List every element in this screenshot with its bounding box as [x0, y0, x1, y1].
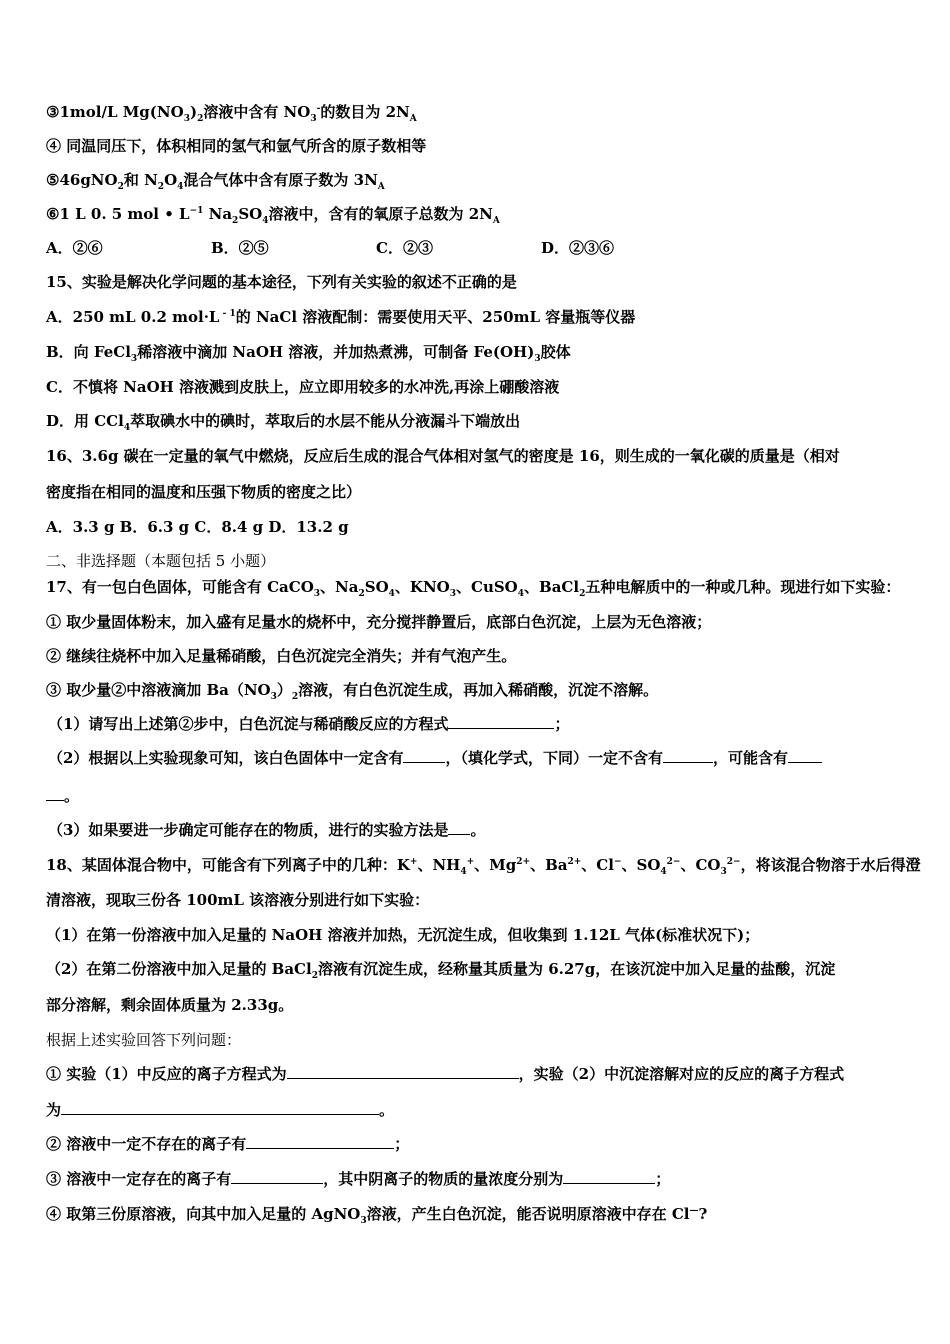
q15-stem: 15、实验是解决化学问题的基本途径，下列有关实验的叙述不正确的是: [46, 273, 517, 291]
q16-stem-line2: 密度指在相同的温度和压强下物质的密度之比）: [46, 483, 362, 501]
q17-step-1: ① 取少量固体粉末，加入盛有足量水的烧杯中，充分搅拌静置后，底部白色沉淀，上层为无色溶液；: [46, 613, 712, 631]
q14-options: [46, 238, 910, 258]
q17-sub-1: （1）请写出上述第②步中，白色沉淀与稀硝酸反应的方程式 ；: [48, 715, 570, 733]
q18-answer-2: ② 溶液中一定不存在的离子有 ；: [46, 1135, 410, 1153]
q18-experiment-2-cont: 部分溶解，剩余固体质量为 2.33g。: [46, 996, 294, 1014]
q16-stem-line1: 16、3.6g 碳在一定量的氧气中燃烧，反应后生成的混合气体相对氢气的密度是 16，则生成的一氧化碳的质量是（相对: [46, 447, 840, 465]
answer-blank[interactable]: [231, 1169, 323, 1184]
q15-option-b: B．向 FeCl$_3$稀溶液中滴加 NaOH 溶液，并加热煮沸，可制备 $Fe(OH)_3$胶体: [46, 343, 571, 364]
q15-option-d: D．用 CCl$_4$萃取碘水中的碘时，萃取后的水层不能从分液漏斗下端放出: [46, 412, 521, 433]
answer-blank[interactable]: [403, 748, 445, 763]
answer-blank[interactable]: [663, 748, 713, 763]
q18-experiment-2: （2）在第二份溶液中加入足量的 BaCl$_2$溶液有沉淀生成，经称量其质量为 6.27g，在该沉淀中加入足量的盐酸，沉淀: [46, 960, 836, 981]
answer-blank[interactable]: [448, 820, 470, 835]
answer-blank[interactable]: [287, 1064, 519, 1079]
q14-option-c: C．②③: [376, 239, 433, 257]
section-heading: 二、非选择题（本题包括 5 小题）: [46, 552, 276, 570]
q15-option-c: C．不慎将 NaOH 溶液溅到皮肤上，应立即用较多的水冲洗,再涂上硼酸溶液: [46, 378, 560, 396]
q18-answer-3: ③ 溶液中一定存在的离子有 ，其中阴离子的物质的量浓度分别为 ；: [46, 1170, 671, 1188]
q14-item-5: ⑤46gNO$_2$和 $N_2O_4$混合气体中含有原子数为 $3N_A$: [46, 171, 385, 192]
q17-sub-2-cont: 。: [46, 786, 910, 806]
q17-stem: 17、有一包白色固体，可能含有 CaCO$_3$、$Na_2SO_4$、$KNO_3$、CuSO$_4$、BaCl$_2$五种电解质中的一种或几种。现进行如下实验：: [46, 578, 901, 599]
q18-stem-line2: 清溶液，现取三份各 100mL 该溶液分别进行如下实验：: [46, 891, 430, 909]
answer-blank[interactable]: [448, 714, 554, 729]
answer-blank[interactable]: [563, 1169, 655, 1184]
q18-answer-1: ① 实验（1）中反应的离子方程式为 ，实验（2）中沉淀溶解对应的反应的离子方程式: [46, 1065, 845, 1083]
q14-option-a: A．②⑥: [46, 239, 103, 257]
answer-blank[interactable]: [46, 786, 64, 801]
q18-stem: 18、某固体混合物中，可能含有下列离子中的几种：K+、$NH_4^+$、$Mg^{2+}$、$Ba^{2+}$、Cl−、$SO_4^{2-}$、$CO_3^{2-}$，将该混合物溶于水后得澄: [46, 856, 921, 877]
q14-item-4: ④ 同温同压下，体积相同的氢气和氩气所含的原子数相等: [46, 137, 427, 155]
q17-step-3: ③ 取少量②中溶液滴加 $Ba(NO_3)_2$溶液，有白色沉淀生成，再加入稀硝酸，沉淀不溶解。: [46, 681, 659, 702]
q14-option-d: D．②③⑥: [541, 239, 615, 257]
q18-answer-1-cont: 为 。: [46, 1101, 395, 1119]
q17-sub-3: （3）如果要进一步确定可能存在的物质，进行的实验方法是 。: [48, 821, 486, 839]
q14-item-6: ⑥1 L 0. 5 mol • $L^{-1}$ $Na_2SO_4$溶液中，含有的氧原子总数为 $2N_A$: [46, 205, 500, 226]
answer-blank[interactable]: [246, 1134, 394, 1149]
q18-answer-4: ④ 取第三份原溶液，向其中加入足量的 AgNO$_3$溶液，产生白色沉淀，能否说明原溶液中存在 Cl—?: [46, 1205, 708, 1226]
q14-option-b: B．②⑤: [211, 239, 269, 257]
q16-options: A．3.3 g B．6.3 g C．8.4 g D．13.2 g: [46, 518, 349, 536]
answer-blank[interactable]: [788, 748, 822, 763]
q15-option-a: A．250 mL 0.2 mol·L $^{- 1}$的 NaCl 溶液配制：需要使用天平、250mL 容量瓶等仪器: [46, 308, 636, 326]
answer-blank[interactable]: [61, 1100, 379, 1115]
q17-step-2: ② 继续往烧杯中加入足量稀硝酸，白色沉淀完全消失；并有气泡产生。: [46, 647, 517, 665]
q18-experiment-1: （1）在第一份溶液中加入足量的 NaOH 溶液并加热，无沉淀生成，但收集到 1.12L 气体(标准状况下)；: [46, 926, 760, 944]
q17-sub-2: （2）根据以上实验现象可知，该白色固体中一定含有 ，（填化学式，下同）一定不含有 ，可能含有: [48, 748, 910, 768]
q14-item-3: ③1mol/L $Mg(NO_3)_2$溶液中含有 $NO_3^-$的数目为 $2N_A$: [46, 103, 417, 124]
q18-lead: 根据上述实验回答下列问题：: [46, 1031, 242, 1049]
